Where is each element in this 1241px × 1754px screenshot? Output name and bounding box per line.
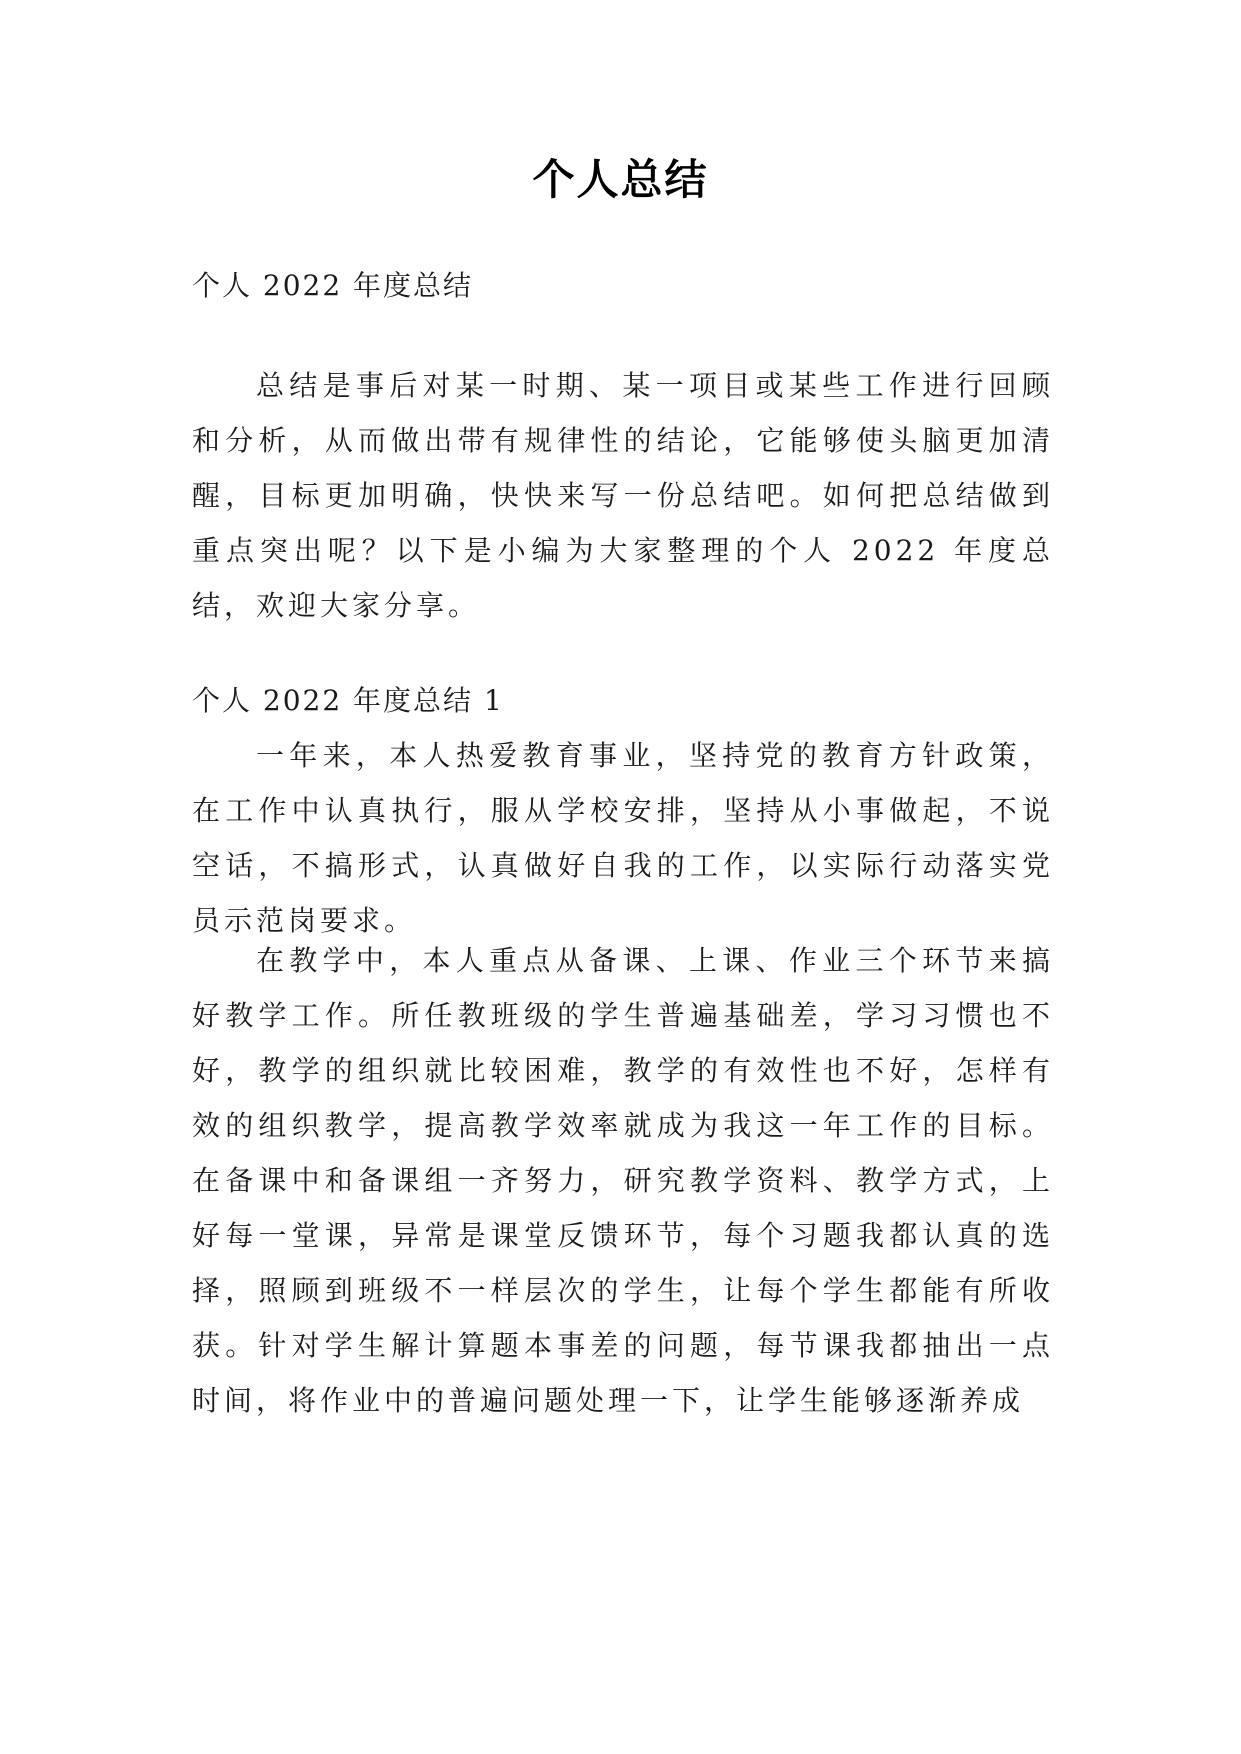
body-paragraph-2: 在教学中，本人重点从备课、上课、作业三个环节来搞好教学工作。所任教班级的学生普遍基础差，学习习惯也不好，教学的组织就比较困难，教学的有效性也不好，怎样有效的组织教学，提高教学效率就成为我这一年工作的目标。在备课中和备课组一齐努力，研究教学资料、教学方式，上好每一堂课，异常是课堂反馈环节，每个习题我都认真的选择，照顾到班级不一样层次的学生，让每个学生都能有所收获。针对学生解计算题本事差的问题，每节课我都抽出一点时间，将作业中的普遍问题处理一下，让学生能够逐渐养成: [192, 944, 1054, 1417]
intro-paragraph: 总结是事后对某一时期、某一项目或某些工作进行回顾和分析，从而做出带有规律性的结论，它能够使头脑更加清醒，目标更加明确，快快来写一份总结吧。如何把总结做到重点突出呢？以下是小编为大家整理的个人 2022 年度总结，欢迎大家分享。: [192, 369, 1054, 622]
section-heading: 个人 2022 年度总结 1: [192, 684, 504, 717]
document-title: 个人总结: [532, 155, 709, 204]
body-paragraph-1: 一年来，本人热爱教育事业，坚持党的教育方针政策，在工作中认真执行，服从学校安排，坚持从小事做起，不说空话，不搞形式，认真做好自我的工作，以实际行动落实党员示范岗要求。: [192, 739, 1054, 937]
document-subtitle: 个人 2022 年度总结: [192, 269, 474, 302]
